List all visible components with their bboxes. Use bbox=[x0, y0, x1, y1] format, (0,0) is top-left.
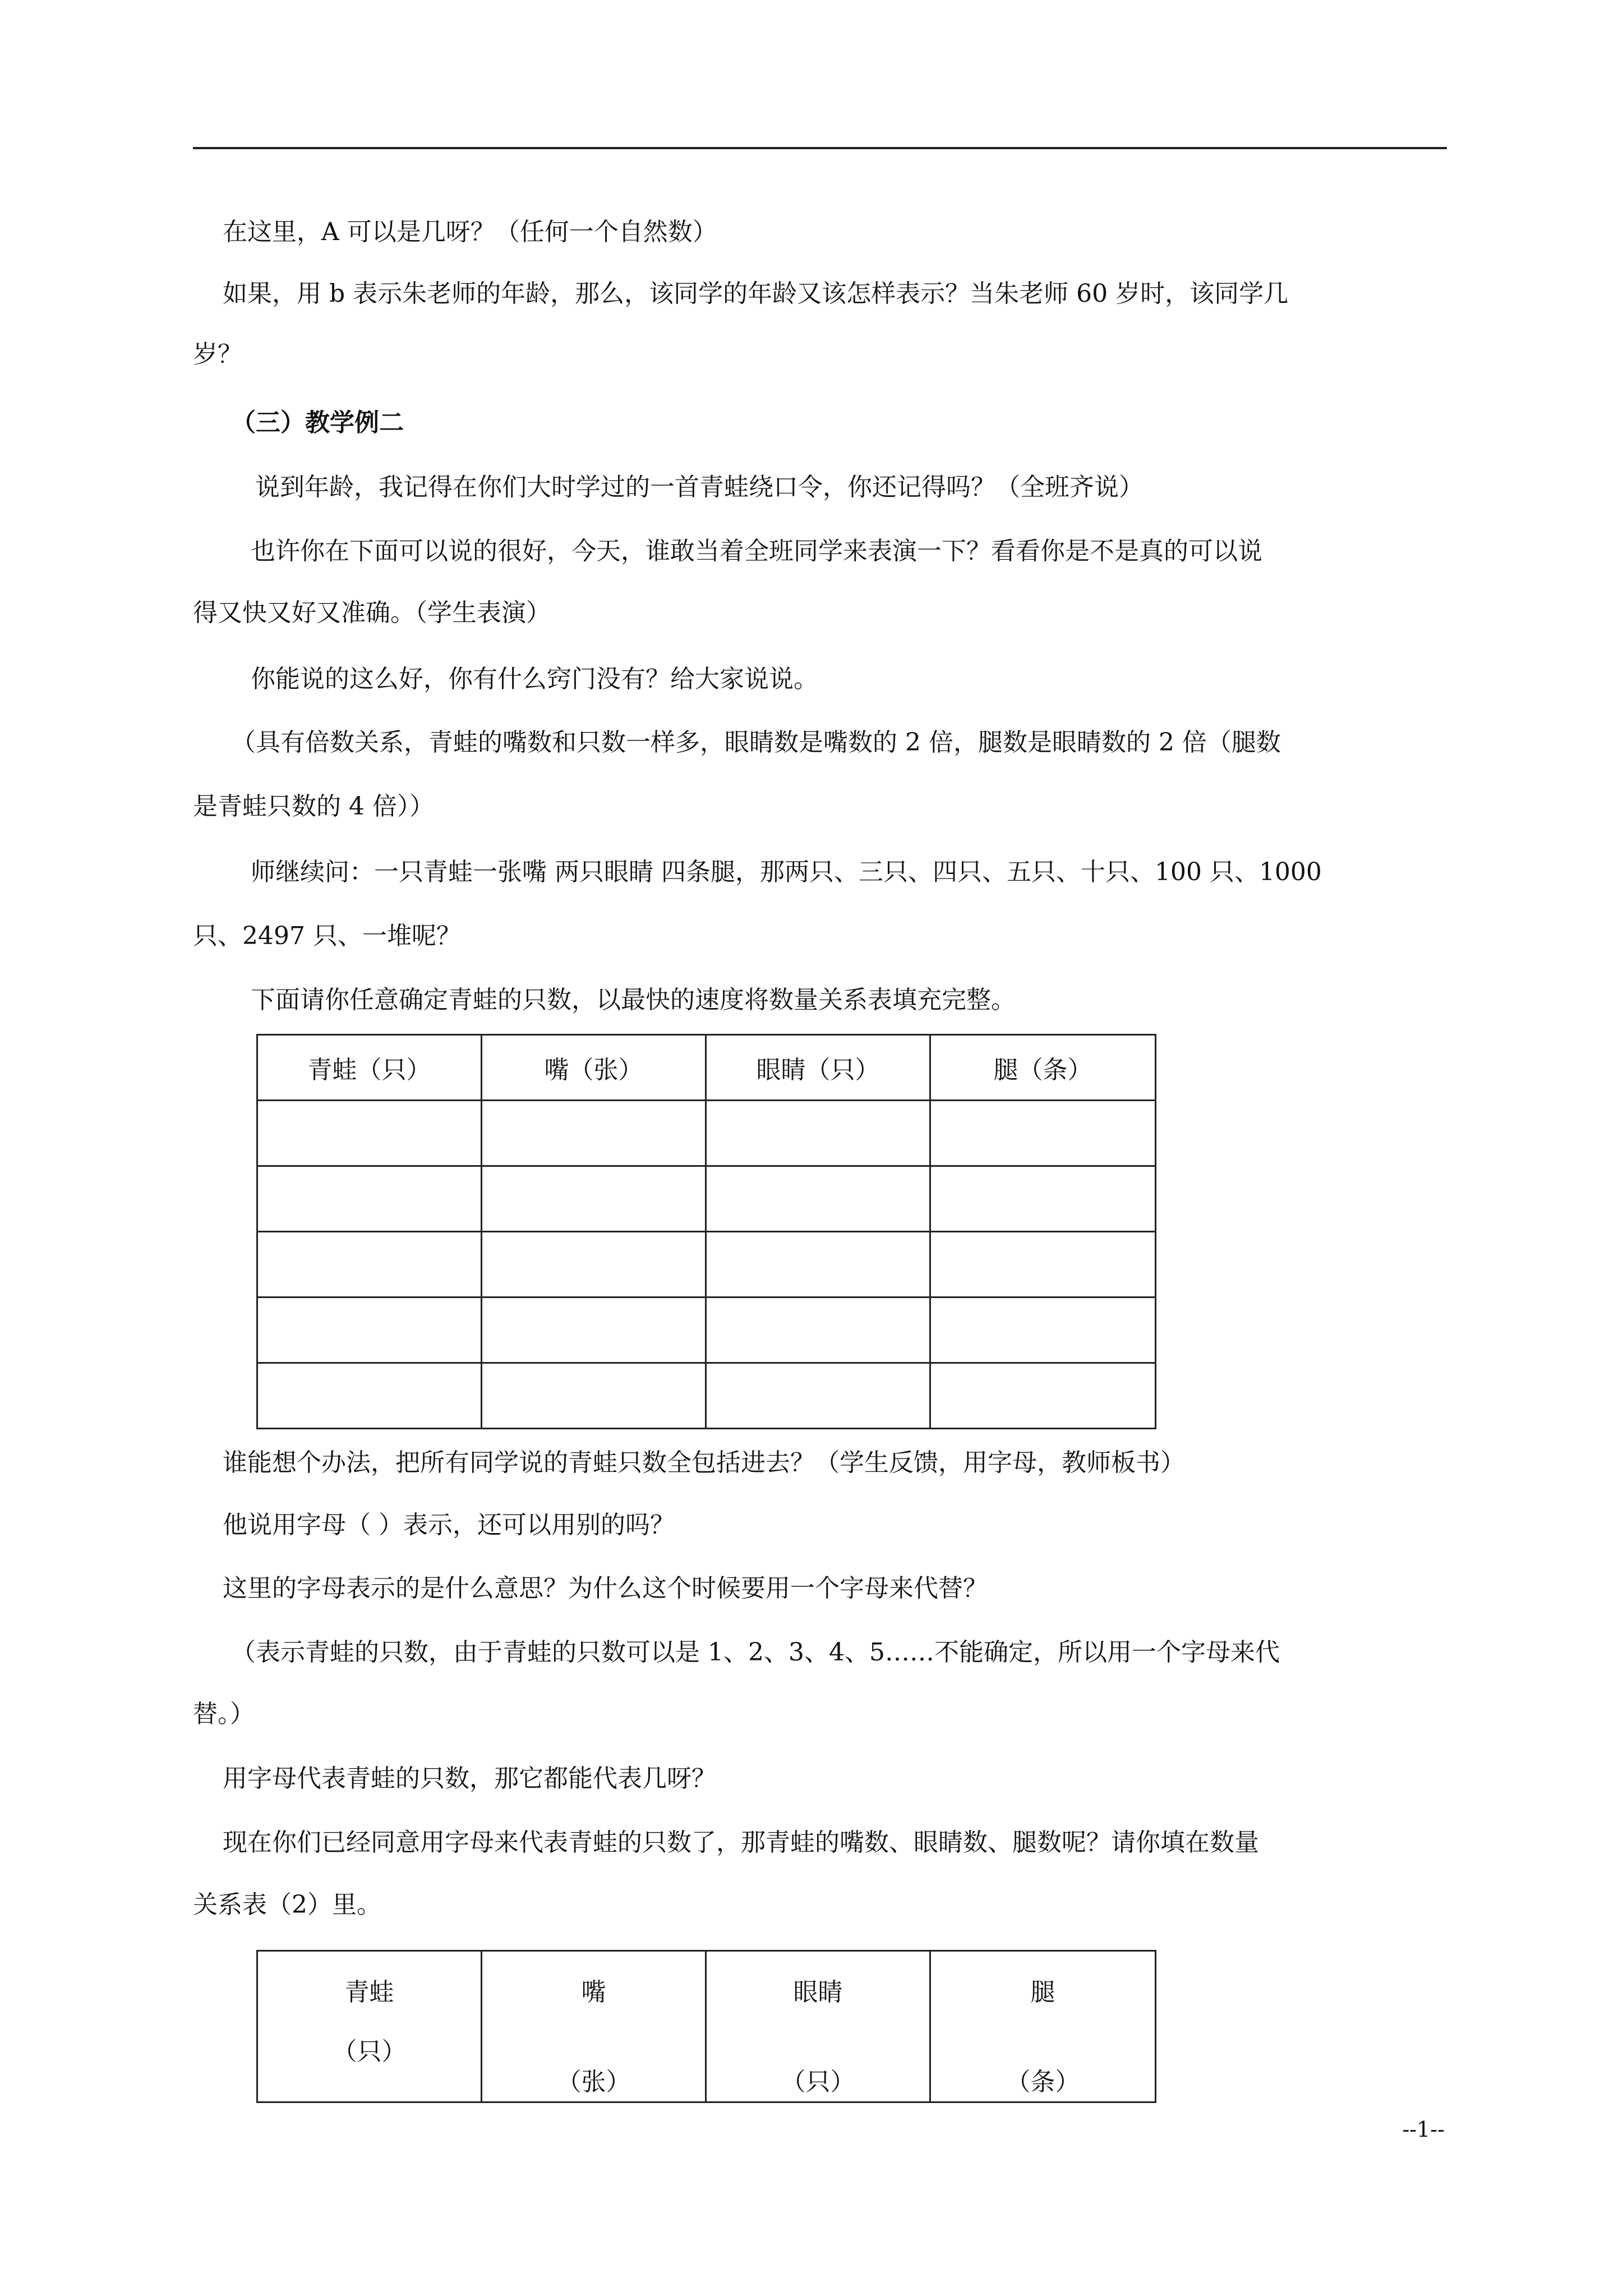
text-line: 说到年龄，我记得在你们大时学过的一首青蛙绕口令，你还记得吗？（全班齐说） bbox=[255, 473, 1144, 501]
text-line: 谁能想个办法，把所有同学说的青蛙只数全包括进去？（学生反馈，用字母，教师板书） bbox=[223, 1448, 1185, 1477]
page-number: --1-- bbox=[1402, 2117, 1445, 2142]
table-cell bbox=[930, 1363, 1156, 1429]
table-header-cell bbox=[482, 1951, 706, 2102]
header-unit: （只） bbox=[332, 2037, 407, 2066]
text-line: 在这里，A 可以是几呀？（任何一个自然数） bbox=[223, 218, 717, 246]
table-header-cell bbox=[706, 1951, 930, 2102]
table-cell bbox=[482, 1297, 706, 1363]
text-line: 替。） bbox=[193, 1700, 255, 1728]
text-line: （具有倍数关系，青蛙的嘴数和只数一样多，眼睛数是嘴数的 2 倍，腿数是眼睛数的 2 倍（腿数 bbox=[231, 728, 1281, 757]
table-cell bbox=[482, 1363, 706, 1429]
table-cell bbox=[706, 1101, 930, 1166]
table-cell bbox=[930, 1166, 1156, 1232]
table-cell bbox=[257, 1101, 482, 1166]
table-cell bbox=[257, 1363, 482, 1429]
header-rule bbox=[193, 147, 1447, 149]
table-header-cell: 腿（条） bbox=[930, 1035, 1156, 1101]
table-cell bbox=[706, 1232, 930, 1297]
header-unit: （条） bbox=[1006, 2068, 1080, 2096]
table-cell bbox=[930, 1232, 1156, 1297]
text-line: 师继续问：一只青蛙一张嘴 两只眼睛 四条腿，那两只、三只、四只、五只、十只、100 只、1000 bbox=[251, 858, 1322, 886]
table-cell bbox=[482, 1232, 706, 1297]
table-cell bbox=[706, 1166, 930, 1232]
header-unit: （只） bbox=[781, 2068, 855, 2096]
header-unit: （张） bbox=[556, 2068, 631, 2096]
table-header-cell: 青蛙（只） bbox=[257, 1035, 482, 1101]
table-cell bbox=[257, 1297, 482, 1363]
table-cell bbox=[482, 1166, 706, 1232]
quantity-table-2 bbox=[256, 1950, 1156, 2103]
text-line: 也许你在下面可以说的很好，今天，谁敢当着全班同学来表演一下？看看你是不是真的可以说 bbox=[251, 537, 1262, 565]
text-line: 岁？ bbox=[193, 340, 242, 369]
table-row bbox=[257, 1101, 1156, 1166]
table-row bbox=[257, 1363, 1156, 1429]
table-cell bbox=[257, 1166, 482, 1232]
header-label: 青蛙 bbox=[344, 1978, 394, 2007]
table-cell bbox=[706, 1297, 930, 1363]
text-line: 这里的字母表示的是什么意思？为什么这个时候要用一个字母来代替？ bbox=[223, 1574, 988, 1603]
section-heading: （三）教学例二 bbox=[231, 408, 404, 437]
table-row bbox=[257, 1166, 1156, 1232]
table-row bbox=[257, 1232, 1156, 1297]
text-line: （表示青蛙的只数，由于青蛙的只数可以是 1、2、3、4、5……不能确定，所以用一个字母来代 bbox=[231, 1638, 1280, 1667]
table-header-cell bbox=[257, 1951, 482, 2102]
text-line: 得又快又好又准确。（学生表演） bbox=[193, 599, 551, 627]
text-line: 只、2497 只、一堆呢？ bbox=[193, 922, 461, 950]
table-cell bbox=[706, 1363, 930, 1429]
text-line: 他说用字母（ ）表示，还可以用别的吗？ bbox=[223, 1511, 675, 1539]
table-cell bbox=[930, 1101, 1156, 1166]
table-cell bbox=[257, 1232, 482, 1297]
table-header-cell: 眼睛（只） bbox=[706, 1035, 930, 1101]
text-line: 关系表（2）里。 bbox=[193, 1890, 381, 1919]
table-header-cell: 嘴（张） bbox=[482, 1035, 706, 1101]
text-line: 用字母代表青蛙的只数，那它都能代表几呀？ bbox=[223, 1764, 716, 1793]
header-label: 腿 bbox=[1030, 1978, 1055, 2007]
header-label: 眼睛 bbox=[793, 1978, 843, 2007]
table-cell bbox=[930, 1297, 1156, 1363]
header-label: 嘴 bbox=[581, 1978, 606, 2007]
table-cell bbox=[482, 1101, 706, 1166]
table-row bbox=[257, 1297, 1156, 1363]
quantity-table-1 bbox=[256, 1034, 1156, 1429]
text-line: 是青蛙只数的 4 倍）） bbox=[193, 792, 434, 821]
text-line: 现在你们已经同意用字母来代表青蛙的只数了，那青蛙的嘴数、眼睛数、腿数呢？请你填在数量 bbox=[223, 1828, 1259, 1857]
text-line: 你能说的这么好，你有什么窍门没有？给大家说说。 bbox=[251, 665, 818, 693]
table-header-cell bbox=[930, 1951, 1156, 2102]
text-line: 下面请你任意确定青蛙的只数，以最快的速度将数量关系表填充完整。 bbox=[251, 986, 1016, 1014]
text-line: 如果，用 b 表示朱老师的年龄，那么，该同学的年龄又该怎样表示？当朱老师 60 岁时，该同学几 bbox=[223, 279, 1289, 308]
